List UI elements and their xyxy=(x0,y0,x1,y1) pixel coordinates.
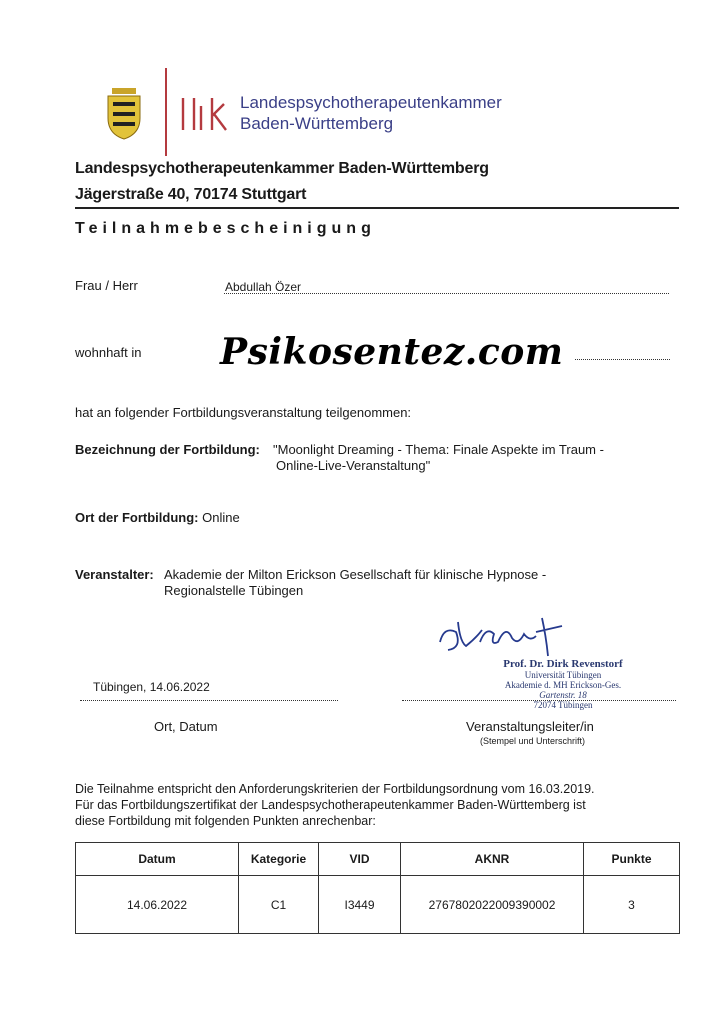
credit-note xyxy=(75,781,680,829)
lpk-logo-icon xyxy=(180,96,232,137)
place-date-line xyxy=(80,700,338,701)
residence-dotted-line xyxy=(575,359,670,360)
stamp-line-4: 72074 Tübingen xyxy=(533,700,593,710)
leader-label: Veranstaltungsleiter/in xyxy=(466,719,594,734)
cell-category: C1 xyxy=(239,876,319,934)
table-header-category: Kategorie xyxy=(239,843,319,876)
name-label: Frau / Herr xyxy=(75,278,138,293)
participation-text: hat an folgender Fortbildungsveranstaltung teilgenommen: xyxy=(75,405,412,420)
document-title: Teilnahmebescheinigung xyxy=(75,220,376,237)
logo-divider xyxy=(165,68,167,156)
watermark-text: Psikosentez.com xyxy=(220,331,564,373)
course-title xyxy=(273,442,604,474)
stamp-name: Prof. Dr. Dirk Revenstorf xyxy=(503,658,623,670)
organization-header xyxy=(75,156,489,208)
location-label: Ort der Fortbildung: xyxy=(75,510,199,525)
stamp-line-3: Gartenstr. 18 xyxy=(539,690,587,700)
logo-text xyxy=(240,92,502,134)
table-header-vid: VID xyxy=(319,843,401,876)
cell-date: 14.06.2022 xyxy=(76,876,239,934)
handwritten-signature-icon xyxy=(436,612,572,663)
location-row xyxy=(75,510,240,526)
coat-of-arms-icon xyxy=(104,88,144,140)
organizer-label: Veranstalter: xyxy=(75,567,154,582)
credit-note-line-3: diese Fortbildung mit folgenden Punkten anrechenbar: xyxy=(75,814,376,828)
participant-name: Abdullah Özer xyxy=(225,280,302,294)
leader-sublabel: (Stempel und Unterschrift) xyxy=(480,736,586,746)
residence-label: wohnhaft in xyxy=(75,345,142,360)
header-rule xyxy=(75,207,679,209)
cell-points: 3 xyxy=(584,876,680,934)
cell-vid: I3449 xyxy=(319,876,401,934)
cell-aknr: 2767802022009390002 xyxy=(401,876,584,934)
stamp-line-1: Universität Tübingen xyxy=(524,670,602,680)
stamp-line-2: Akademie d. MH Erickson-Ges. xyxy=(504,680,622,690)
credit-note-line-2: Für das Fortbildungszertifikat der Landespsychotherapeutenkammer Baden-Württemberg ist xyxy=(75,798,586,812)
signature-line xyxy=(402,700,676,701)
stamp xyxy=(488,658,638,710)
organizer-line-2: Regionalstelle Tübingen xyxy=(164,583,304,598)
course-label: Bezeichnung der Fortbildung: xyxy=(75,442,260,457)
place-date-value: Tübingen, 14.06.2022 xyxy=(93,680,210,694)
location-value: Online xyxy=(202,510,240,525)
organizer-line-1: Akademie der Milton Erickson Gesellschaft für klinische Hypnose - xyxy=(164,567,547,582)
organization-address: Jägerstraße 40, 70174 Stuttgart xyxy=(75,186,307,203)
table-header-row xyxy=(76,843,680,876)
table-header-points: Punkte xyxy=(584,843,680,876)
organizer-value xyxy=(164,567,546,599)
organization-name: Landespsychotherapeutenkammer Baden-Württemberg xyxy=(75,160,489,177)
table-header-date: Datum xyxy=(76,843,239,876)
course-title-line-2: Online-Live-Veranstaltung" xyxy=(276,458,431,473)
points-table xyxy=(75,842,680,934)
place-date-label: Ort, Datum xyxy=(154,719,218,734)
credit-note-line-1: Die Teilnahme entspricht den Anforderungskriterien der Fortbildungsordnung vom 16.03.2019. xyxy=(75,782,595,796)
logo-line-2: Baden-Württemberg xyxy=(240,114,394,133)
course-title-line-1: "Moonlight Dreaming - Thema: Finale Aspekte im Traum - xyxy=(273,442,604,457)
table-row xyxy=(76,876,680,934)
name-dotted-line xyxy=(224,293,669,294)
table-header-aknr: AKNR xyxy=(401,843,584,876)
logo-line-1: Landespsychotherapeutenkammer xyxy=(240,93,502,112)
